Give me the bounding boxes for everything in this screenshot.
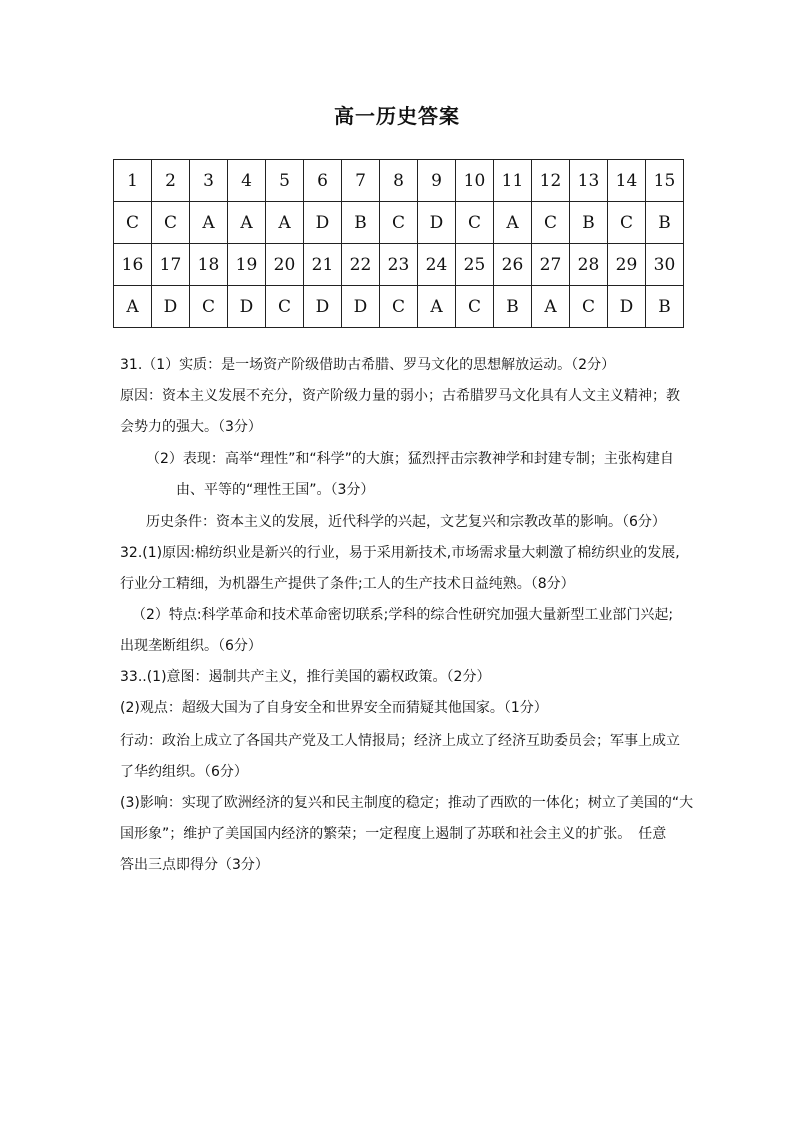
question-number-cell: 9 (418, 160, 456, 202)
answer-cell: C (380, 202, 418, 244)
q31-part2-conditions: 历史条件：资本主义的发展，近代科学的兴起，文艺复兴和宗教改革的影响。（6分） (146, 514, 666, 530)
answer-cell: C (456, 202, 494, 244)
answer-cell: D (152, 286, 190, 328)
question-number-cell: 15 (646, 160, 684, 202)
answer-cell: D (342, 286, 380, 328)
q31-part2-performance-line2: 由、平等的“理性王国”。（3分） (176, 482, 375, 498)
answer-row (114, 286, 684, 328)
q33-part3-impact-line1: (3)影响：实现了欧洲经济的复兴和民主制度的稳定；推动了西欧的一体化；树立了美国的“大 (120, 795, 694, 811)
q31-part1-reason-line1: 原因：资本主义发展不充分，资产阶级力量的弱小；古希腊罗马文化具有人文主义精神；教 (120, 388, 680, 404)
answer-cell: C (608, 202, 646, 244)
answer-cell: B (494, 286, 532, 328)
answer-cell: D (304, 202, 342, 244)
question-number-cell: 26 (494, 244, 532, 286)
answer-table (113, 159, 684, 328)
answer-cell: A (114, 286, 152, 328)
question-number-cell: 11 (494, 160, 532, 202)
page-title: 高一历史答案 (334, 104, 460, 128)
q32-part1-reason-line2: 行业分工精细，为机器生产提供了条件;工人的生产技术日益纯熟。（8分） (120, 576, 575, 592)
question-number-cell: 10 (456, 160, 494, 202)
question-number-cell: 18 (190, 244, 228, 286)
answer-cell: C (456, 286, 494, 328)
question-number-cell: 16 (114, 244, 152, 286)
answer-row (114, 202, 684, 244)
question-number-cell: 2 (152, 160, 190, 202)
q33-part2-actions-line1: 行动：政治上成立了各国共产党及工人情报局；经济上成立了经济互助委员会；军事上成立 (120, 733, 680, 749)
answer-cell: A (266, 202, 304, 244)
answer-cell: C (114, 202, 152, 244)
q33-part1-intent: 33..(1)意图：遏制共产主义，推行美国的霸权政策。（2分） (120, 669, 491, 685)
answer-cell: B (570, 202, 608, 244)
question-number-cell: 8 (380, 160, 418, 202)
question-number-cell: 3 (190, 160, 228, 202)
answer-cell: C (152, 202, 190, 244)
q33-part3-impact-line2: 国形象”；维护了美国国内经济的繁荣；一定程度上遏制了苏联和社会主义的扩张。 任意 (120, 826, 667, 842)
question-number-cell: 13 (570, 160, 608, 202)
question-number-cell: 21 (304, 244, 342, 286)
answer-cell: D (228, 286, 266, 328)
q31-part2-performance-line1: （2）表现：高举“理性”和“科学”的大旗；猛烈抨击宗教神学和封建专制；主张构建自 (146, 451, 674, 467)
question-number-cell: 24 (418, 244, 456, 286)
question-number-cell: 6 (304, 160, 342, 202)
q31-part1-essence: 31.（1）实质：是一场资产阶级借助古希腊、罗马文化的思想解放运动。（2分） (120, 357, 616, 373)
question-number-cell: 4 (228, 160, 266, 202)
answer-cell: A (190, 202, 228, 244)
question-number-row (114, 160, 684, 202)
question-number-cell: 29 (608, 244, 646, 286)
question-number-cell: 1 (114, 160, 152, 202)
q33-part3-impact-line3: 答出三点即得分（3分） (120, 857, 269, 873)
q33-part2-viewpoint: (2)观点：超级大国为了自身安全和世界安全而猜疑其他国家。（1分） (120, 700, 548, 716)
answer-cell: C (570, 286, 608, 328)
answer-cell: D (304, 286, 342, 328)
question-number-row (114, 244, 684, 286)
answer-cell: A (494, 202, 532, 244)
answer-cell: D (418, 202, 456, 244)
answer-cell: D (608, 286, 646, 328)
answer-cell: C (532, 202, 570, 244)
answer-table-body (114, 160, 684, 328)
answer-cell: C (190, 286, 228, 328)
q33-part2-actions-line2: 了华约组织。（6分） (120, 764, 248, 780)
question-number-cell: 7 (342, 160, 380, 202)
answer-cell: A (532, 286, 570, 328)
question-number-cell: 23 (380, 244, 418, 286)
answer-cell: A (418, 286, 456, 328)
question-number-cell: 27 (532, 244, 570, 286)
question-number-cell: 17 (152, 244, 190, 286)
question-number-cell: 14 (608, 160, 646, 202)
q32-part1-reason-line1: 32.(1)原因:棉纺织业是新兴的行业，易于采用新技术,市场需求量大刺激了棉纺织业的发展, (120, 545, 680, 561)
q32-part2-features-line1: （2）特点:科学革命和技术革命密切联系;学科的综合性研究加强大量新型工业部门兴起; (132, 607, 674, 623)
answer-cell: B (646, 286, 684, 328)
question-number-cell: 5 (266, 160, 304, 202)
question-number-cell: 12 (532, 160, 570, 202)
question-number-cell: 19 (228, 244, 266, 286)
q32-part2-features-line2: 出现垄断组织。（6分） (120, 638, 262, 654)
answer-cell: C (266, 286, 304, 328)
question-number-cell: 30 (646, 244, 684, 286)
question-number-cell: 20 (266, 244, 304, 286)
question-number-cell: 28 (570, 244, 608, 286)
question-number-cell: 25 (456, 244, 494, 286)
answer-cell: C (380, 286, 418, 328)
q31-part1-reason-line2: 会势力的强大。（3分） (120, 419, 262, 435)
answer-cell: A (228, 202, 266, 244)
answer-cell: B (342, 202, 380, 244)
question-number-cell: 22 (342, 244, 380, 286)
answer-cell: B (646, 202, 684, 244)
